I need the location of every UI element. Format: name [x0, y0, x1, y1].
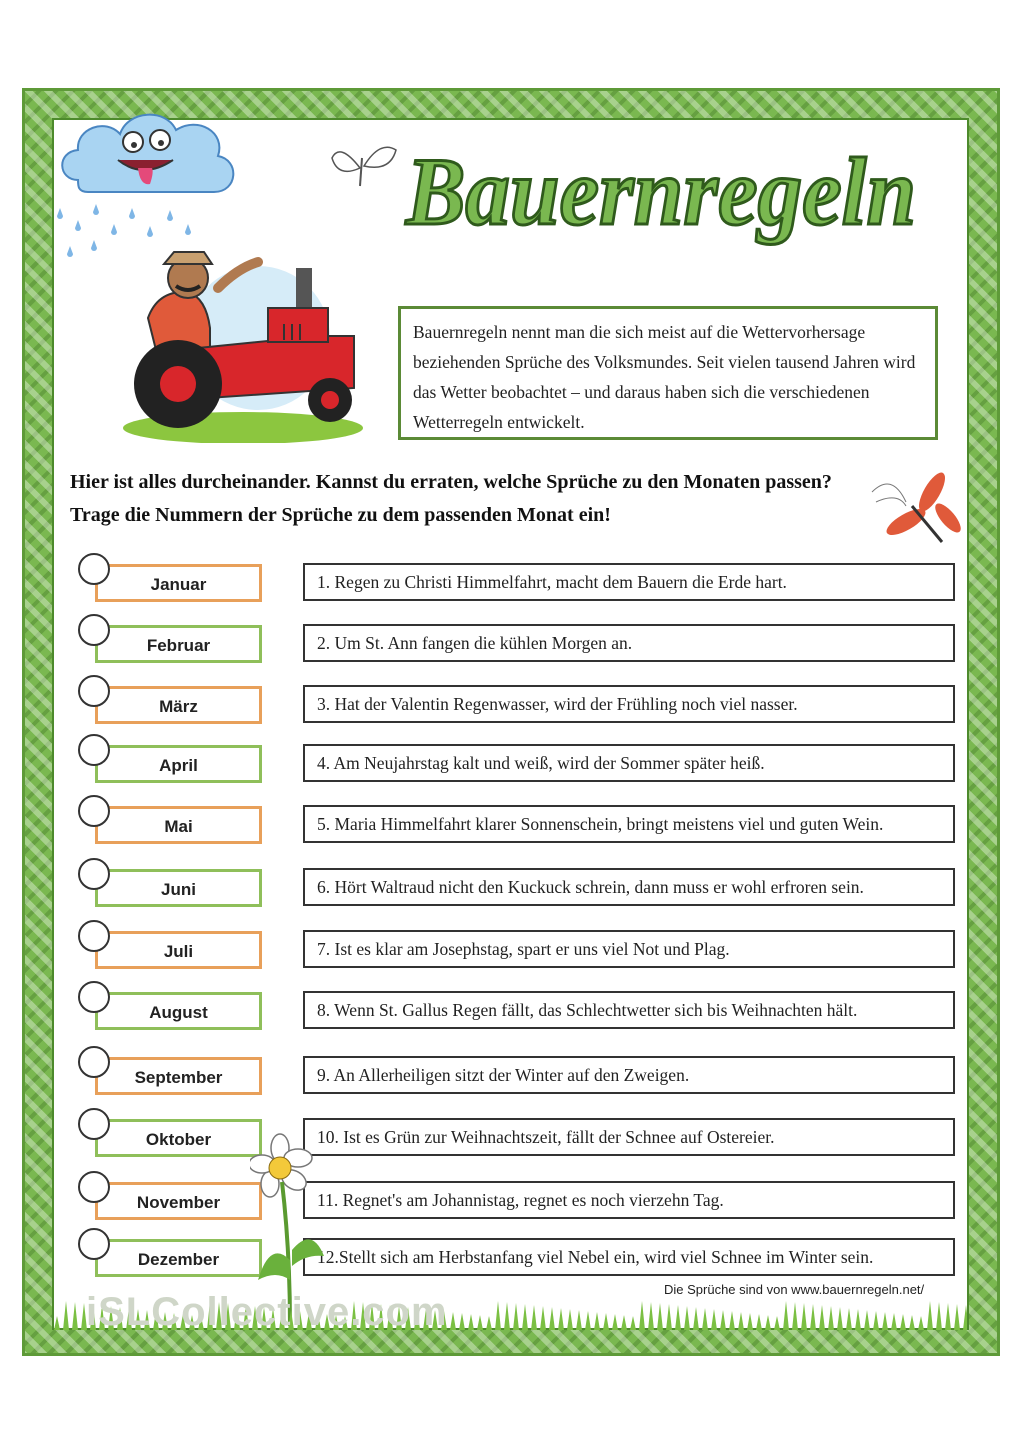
- grass-blade: [657, 1303, 663, 1330]
- saying-box: 7. Ist es klar am Josephstag, spart er uns viel Not und Plag.: [303, 930, 955, 968]
- grass-blade: [558, 1308, 564, 1330]
- grass-blade: [855, 1309, 861, 1330]
- grass-blade: [783, 1301, 789, 1330]
- saying-box: 1. Regen zu Christi Himmelfahrt, macht dem Bauern die Erde hart.: [303, 563, 955, 601]
- grass-blade: [837, 1307, 843, 1330]
- saying-box: 2. Um St. Ann fangen die kühlen Morgen an.: [303, 624, 955, 662]
- month-label: März: [95, 686, 262, 724]
- saying-box: 9. An Allerheiligen sitzt der Winter auf den Zweigen.: [303, 1056, 955, 1094]
- month-label: April: [95, 745, 262, 783]
- grass-blade: [684, 1306, 690, 1330]
- month-label: Mai: [95, 806, 262, 844]
- month-label: September: [95, 1057, 262, 1095]
- month-label: Oktober: [95, 1119, 262, 1157]
- saying-box: 8. Wenn St. Gallus Regen fällt, das Schlechtwetter sich bis Weihnachten hält.: [303, 991, 955, 1029]
- grass-blade: [756, 1314, 762, 1330]
- answer-circle[interactable]: [78, 734, 110, 766]
- grass-blade: [729, 1311, 735, 1330]
- month-label: Dezember: [95, 1239, 262, 1277]
- page-title: Bauernregeln: [405, 138, 916, 245]
- task-instruction: Hier ist alles durcheinander. Kannst du erraten, welche Sprüche zu den Monaten passen? Trage die Nummern der Sprüche zu dem passenden Monat ein!: [70, 471, 832, 526]
- answer-circle[interactable]: [78, 614, 110, 646]
- grass-blade: [864, 1310, 870, 1330]
- grass-blade: [819, 1305, 825, 1330]
- grass-blade: [711, 1309, 717, 1330]
- butterfly-icon: [330, 138, 400, 190]
- grass-blade: [909, 1315, 915, 1330]
- farmer-tractor-illustration: [118, 228, 368, 443]
- watermark: iSLCollective.com: [86, 1290, 448, 1334]
- month-label: Juli: [95, 931, 262, 969]
- grass-blade: [450, 1312, 456, 1330]
- saying-box: 4. Am Neujahrstag kalt und weiß, wird der Sommer später heiß.: [303, 744, 955, 782]
- grass-blade: [954, 1304, 960, 1330]
- month-label: Februar: [95, 625, 262, 663]
- saying-box: 11. Regnet's am Johannistag, regnet es noch vierzehn Tag.: [303, 1181, 955, 1219]
- grass-blade: [540, 1306, 546, 1330]
- answer-circle[interactable]: [78, 1171, 110, 1203]
- grass-blade: [846, 1308, 852, 1330]
- grass-blade: [828, 1306, 834, 1330]
- answer-circle[interactable]: [78, 1228, 110, 1260]
- answer-circle[interactable]: [78, 1046, 110, 1078]
- grass-blade: [738, 1312, 744, 1330]
- grass-blade: [585, 1311, 591, 1330]
- grass-blade: [63, 1301, 69, 1330]
- grass-blade: [882, 1312, 888, 1330]
- grass-blade: [477, 1315, 483, 1330]
- month-label: Juni: [95, 869, 262, 907]
- grass-blade: [801, 1303, 807, 1330]
- grass-blade: [900, 1314, 906, 1330]
- answer-circle[interactable]: [78, 795, 110, 827]
- month-label: November: [95, 1182, 262, 1220]
- saying-box: 5. Maria Himmelfahrt klarer Sonnenschein, bringt meistens viel und guten Wein.: [303, 805, 955, 843]
- grass-blade: [945, 1303, 951, 1330]
- grass-blade: [891, 1313, 897, 1330]
- grass-blade: [549, 1307, 555, 1330]
- grass-blade: [576, 1310, 582, 1330]
- grass-blade: [513, 1303, 519, 1330]
- grass-blade: [594, 1312, 600, 1330]
- answer-circle[interactable]: [78, 981, 110, 1013]
- grass-blade: [72, 1302, 78, 1330]
- saying-box: 12.Stellt sich am Herbstanfang viel Nebel ein, wird viel Schnee im Winter sein.: [303, 1238, 955, 1276]
- month-label: Januar: [95, 564, 262, 602]
- grass-blade: [918, 1316, 924, 1330]
- grass-blade: [747, 1313, 753, 1330]
- grass-blade: [459, 1313, 465, 1330]
- grass-blade: [774, 1316, 780, 1330]
- grass-blade: [639, 1301, 645, 1330]
- answer-circle[interactable]: [78, 675, 110, 707]
- intro-box: [398, 306, 938, 440]
- grass-blade: [675, 1305, 681, 1330]
- grass-blade: [765, 1315, 771, 1330]
- grass-blade: [567, 1309, 573, 1330]
- grass-blade: [720, 1310, 726, 1330]
- grass-blade: [495, 1301, 501, 1330]
- grass-blade: [936, 1302, 942, 1330]
- answer-circle[interactable]: [78, 553, 110, 585]
- grass-blade: [810, 1304, 816, 1330]
- grass-blade: [531, 1305, 537, 1330]
- grass-blade: [693, 1307, 699, 1330]
- grass-blade: [621, 1315, 627, 1330]
- month-label: August: [95, 992, 262, 1030]
- grass-blade: [873, 1311, 879, 1330]
- grass-blade: [612, 1314, 618, 1330]
- grass-blade: [54, 1316, 60, 1330]
- grass-blade: [702, 1308, 708, 1330]
- grass-blade: [522, 1304, 528, 1330]
- grass-blade: [486, 1316, 492, 1330]
- dragonfly-icon: [862, 462, 962, 554]
- page-title-wrap: [400, 132, 930, 252]
- answer-circle[interactable]: [78, 858, 110, 890]
- saying-box: 3. Hat der Valentin Regenwasser, wird der Frühling noch viel nasser.: [303, 685, 955, 723]
- grass-blade: [927, 1301, 933, 1330]
- answer-circle[interactable]: [78, 1108, 110, 1140]
- grass-blade: [666, 1304, 672, 1330]
- grass-blade: [504, 1302, 510, 1330]
- saying-box: 10. Ist es Grün zur Weihnachtszeit, fällt der Schnee auf Ostereier.: [303, 1118, 955, 1156]
- grass-blade: [630, 1316, 636, 1330]
- grass-blade: [468, 1314, 474, 1330]
- answer-circle[interactable]: [78, 920, 110, 952]
- intro-text: Bauernregeln nennt man die sich meist auf die Wettervorhersage beziehenden Sprüche des Volksmundes. Seit vielen tausend Jahren wird das Wetter beobachtet – und daraus haben sich die verschiedenen Wetterregeln entwickelt.: [413, 322, 916, 432]
- source-note: Die Sprüche sind von www.bauernregeln.net/: [664, 1282, 925, 1297]
- grass-blade: [648, 1302, 654, 1330]
- grass-blade: [963, 1305, 967, 1330]
- grass-blade: [792, 1302, 798, 1330]
- saying-box: 6. Hört Waltraud nicht den Kuckuck schrein, dann muss er wohl erfroren sein.: [303, 868, 955, 906]
- grass-blade: [603, 1313, 609, 1330]
